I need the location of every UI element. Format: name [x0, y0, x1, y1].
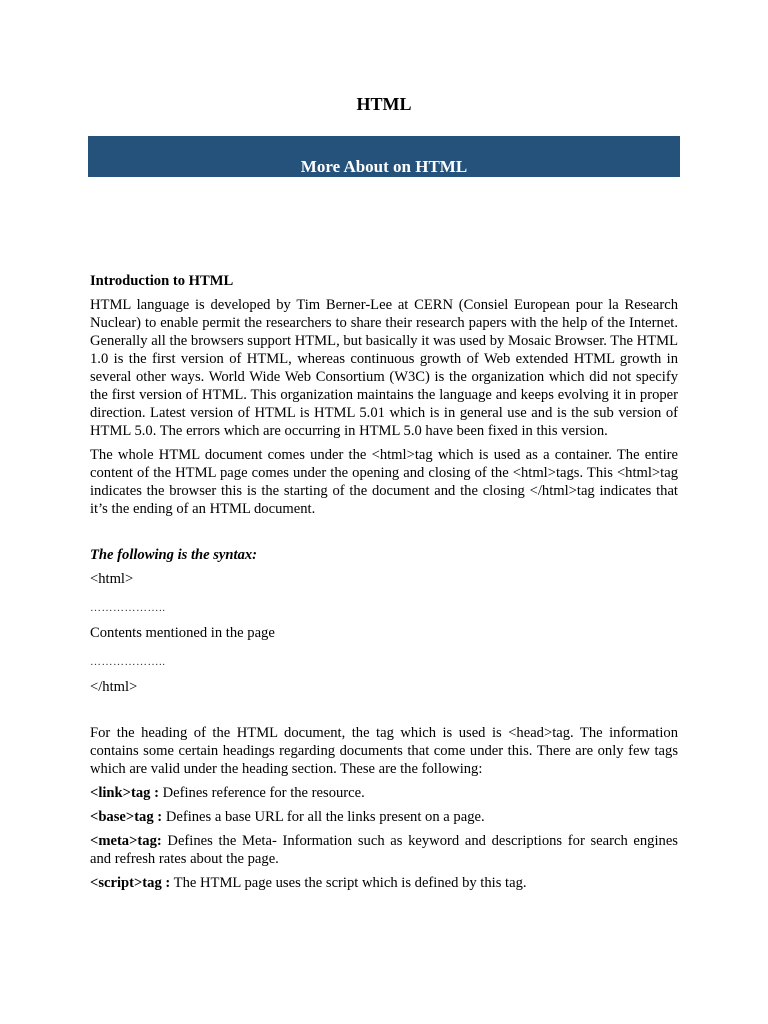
- syntax-open-tag: <html>: [90, 571, 134, 587]
- tag-description: The HTML page uses the script which is defined by this tag.: [170, 875, 527, 891]
- tag-name: <link>tag :: [90, 785, 159, 801]
- syntax-dots-2: ………………..: [90, 656, 166, 668]
- banner-title: More About on HTML: [300, 157, 468, 176]
- tag-name: <meta>tag:: [90, 833, 162, 849]
- syntax-dots-1: ………………..: [90, 602, 166, 614]
- tag-description: Defines the Meta- Information such as keyword and descriptions for search engines and refresh rates about the page.: [90, 833, 678, 867]
- syntax-contents: Contents mentioned in the page: [90, 625, 275, 641]
- intro-heading: Introduction to HTML: [90, 273, 234, 289]
- syntax-close-tag: </html>: [90, 679, 138, 695]
- tag-description: Defines reference for the resource.: [158, 785, 365, 801]
- tag-item-script: [90, 874, 678, 892]
- tag-item-link: [90, 784, 678, 802]
- intro-paragraph-1: HTML language is developed by Tim Berner-Lee at CERN (Consiel European pour la Research Nuclear) to enable permit the researchers to share their research papers with the help of the Internet. Generally all the browsers support HTML, but basically it was used by Mosaic Browser. The HTML 1.0 is the first version of HTML, whereas continuous growth of Web extended HTML growth in several other ways. World Wide Web Consortium (W3C) is the organization which did not specify the first version of HTML. This organization maintains the language and keeps evolving it in proper direction. Latest version of HTML is HTML 5.01 which is in general use and is the sub version of HTML 5.0. The errors which are occurring in HTML 5.0 have been fixed in this version.: [90, 297, 678, 439]
- section-banner: [88, 136, 680, 177]
- head-section-paragraph: For the heading of the HTML document, the tag which is used is <head>tag. The information contains some certain headings regarding documents that come under this. There are only few tags which are valid under the heading section. These are the following:: [90, 725, 678, 777]
- tag-item-base: [90, 808, 678, 826]
- document-body: [90, 272, 678, 898]
- tag-description: Defines a base URL for all the links present on a page.: [162, 809, 485, 825]
- tag-name: <script>tag :: [90, 875, 171, 891]
- tag-name: <base>tag :: [90, 809, 163, 825]
- tag-item-meta: [90, 832, 678, 868]
- intro-paragraph-2: The whole HTML document comes under the <html>tag which is used as a container. The entire content of the HTML page comes under the opening and closing of the <html>tags. This <html>tag indicates the browser this is the starting of the document and the closing </html>tag indicates that it’s the ending of an HTML document.: [90, 447, 678, 517]
- document-title: HTML: [356, 94, 412, 114]
- syntax-heading: The following is the syntax:: [90, 547, 258, 563]
